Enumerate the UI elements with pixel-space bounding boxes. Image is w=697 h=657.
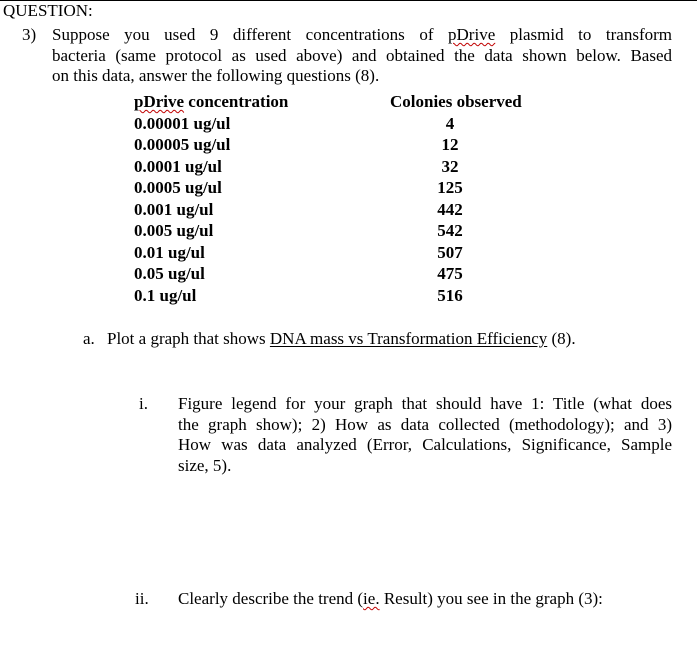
sub-i-line-1: Figure legend for your graph that should have 1: Title (what does <box>178 394 672 413</box>
colonies-cell: 12 <box>441 135 459 154</box>
sub-i-line-2: the graph show); 2) How as data collected (methodology); and 3) <box>178 414 672 434</box>
colonies-cell: 542 <box>437 221 463 240</box>
part-a <box>83 329 576 349</box>
concentration-cell: 0.00001 ug/ul <box>134 113 231 133</box>
concentration-cell: 0.05 ug/ul <box>134 264 205 283</box>
question-line-1 <box>52 25 672 46</box>
sub-i-line-3: How was data analyzed (Error, Calculations, Significance, Sample <box>178 435 672 454</box>
part-a-underlined: DNA mass vs Transformation Efficiency <box>269 329 548 348</box>
spellcheck-term-pdrive: pDrive <box>448 25 496 44</box>
colonies-cell: 516 <box>437 285 463 305</box>
header-colonies: Colonies observed <box>390 92 522 111</box>
table-row <box>134 263 554 284</box>
concentration-cell: 0.001 ug/ul <box>134 199 214 219</box>
top-rule <box>0 0 697 1</box>
table-row <box>134 134 554 155</box>
question-line-1-start: Suppose you used 9 different concentrations of <box>52 25 449 44</box>
table-row <box>134 156 554 177</box>
sub-ii-text <box>178 589 603 609</box>
table-row <box>134 199 554 220</box>
header-concentration-rest: concentration <box>184 92 289 111</box>
colonies-cell: 442 <box>437 199 463 219</box>
question-line-1-end: plasmid to transform <box>495 25 672 44</box>
question-line-2: bacteria (same protocol as used above) and obtained the data shown below. Based <box>52 45 672 65</box>
spellcheck-term-ie: ie. <box>363 589 380 608</box>
concentration-cell: 0.1 ug/ul <box>134 285 197 305</box>
question-text <box>52 25 672 87</box>
colonies-cell: 32 <box>441 156 459 176</box>
table-row <box>134 177 554 198</box>
question-number: 3) <box>22 25 37 44</box>
sub-i-text <box>178 394 672 476</box>
concentration-cell: 0.01 ug/ul <box>134 242 205 262</box>
sub-ii-label: ii. <box>135 589 149 608</box>
spellcheck-term-pdrive-header: pDrive <box>134 92 185 111</box>
header-concentration <box>134 91 288 112</box>
table-row <box>134 113 554 134</box>
table-row <box>134 242 554 263</box>
question-heading: QUESTION: <box>3 1 93 20</box>
part-a-text-end: (8). <box>547 329 576 348</box>
concentration-cell: 0.0005 ug/ul <box>134 178 222 197</box>
concentration-cell: 0.005 ug/ul <box>134 221 214 240</box>
concentration-cell: 0.00005 ug/ul <box>134 135 231 154</box>
colonies-cell: 475 <box>437 264 463 283</box>
part-a-text-start: Plot a graph that shows <box>107 329 270 348</box>
colonies-cell: 507 <box>437 242 463 262</box>
sub-ii-text-end: Result) you see in the graph (3): <box>379 589 603 608</box>
colonies-cell: 4 <box>445 113 455 133</box>
sub-i-label: i. <box>139 394 148 413</box>
concentration-cell: 0.0001 ug/ul <box>134 156 222 176</box>
colonies-cell: 125 <box>437 178 463 197</box>
sub-i-line-4: size, 5). <box>178 455 232 475</box>
sub-ii-text-start: Clearly describe the trend ( <box>178 589 364 608</box>
table-row <box>134 220 554 241</box>
part-a-label: a. <box>83 329 95 348</box>
question-line-3: on this data, answer the following questions (8). <box>52 66 380 85</box>
table-row <box>134 285 554 306</box>
